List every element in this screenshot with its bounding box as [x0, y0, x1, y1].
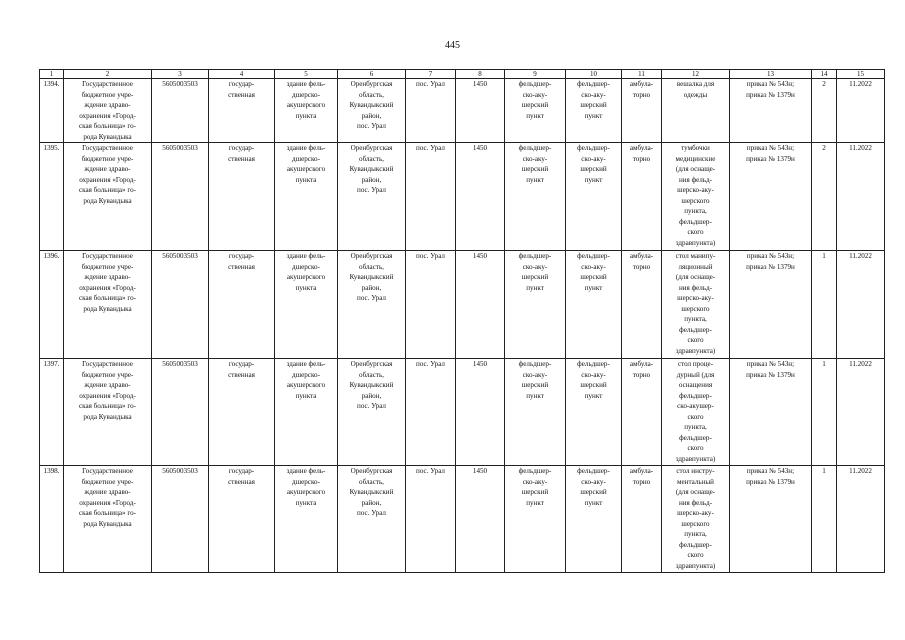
unit-type: фельдшер- ско-аку- шерский пункт — [505, 359, 566, 466]
inn-code: 5605003503 — [152, 251, 209, 359]
column-header: 5 — [275, 70, 338, 79]
date: 11.2022 — [837, 466, 885, 573]
settlement: пос. Урал — [406, 359, 456, 466]
care-mode: амбула- торно — [622, 79, 662, 143]
equipment-name: стол проце- дурный (для оснащения фельдшер- ско-акушер- ского пункта, фельдшер- ского здравпункта) — [662, 359, 730, 466]
organization-name: Государственное бюджетное учре- ждение здраво- охранения «Город- ская больница» го- рода Кувандыка — [64, 143, 152, 251]
quantity: 2 — [812, 143, 837, 251]
table-row — [40, 79, 885, 143]
order-reference: приказ № 543н; приказ № 1379н — [730, 466, 812, 573]
order-reference: приказ № 543н; приказ № 1379н — [730, 143, 812, 251]
date: 11.2022 — [837, 359, 885, 466]
date: 11.2022 — [837, 79, 885, 143]
column-header: 9 — [505, 70, 566, 79]
unit-type-secondary: фельдшер- ско-аку- шерский пункт — [566, 251, 622, 359]
unit-type-secondary: фельдшер- ско-аку- шерский пункт — [566, 143, 622, 251]
table-row — [40, 143, 885, 251]
address: Оренбургская область, Кувандыкский район, пос. Урал — [338, 251, 406, 359]
building-type: здание фель- дшерско- акушерского пункта — [275, 466, 338, 573]
unit-type-secondary: фельдшер- ско-аку- шерский пункт — [566, 79, 622, 143]
page-number: 445 — [445, 40, 460, 51]
equipment-name: стол манипу- ляционный (для оснаще- ния фельд- шерско-аку- шерского пункта, фельдшер- ского здравпункта) — [662, 251, 730, 359]
settlement: пос. Урал — [406, 466, 456, 573]
settlement: пос. Урал — [406, 79, 456, 143]
table-row — [40, 251, 885, 359]
ownership-form: государ- ственная — [209, 143, 275, 251]
unit-type-secondary: фельдшер- ско-аку- шерский пункт — [566, 466, 622, 573]
column-header: 3 — [152, 70, 209, 79]
column-header: 12 — [662, 70, 730, 79]
column-header: 4 — [209, 70, 275, 79]
inn-code: 5605003503 — [152, 359, 209, 466]
numeric-value: 1450 — [456, 143, 505, 251]
quantity: 1 — [812, 466, 837, 573]
column-header: 8 — [456, 70, 505, 79]
numeric-value: 1450 — [456, 79, 505, 143]
column-header: 11 — [622, 70, 662, 79]
column-header: 14 — [812, 70, 837, 79]
row-number: 1397. — [40, 359, 64, 466]
organization-name: Государственное бюджетное учре- ждение здраво- охранения «Город- ская больница» го- рода Кувандыка — [64, 79, 152, 143]
column-header: 1 — [40, 70, 64, 79]
inn-code: 5605003503 — [152, 143, 209, 251]
building-type: здание фель- дшерско- акушерского пункта — [275, 79, 338, 143]
registry-table — [39, 69, 885, 573]
column-header: 10 — [566, 70, 622, 79]
column-header: 15 — [837, 70, 885, 79]
organization-name: Государственное бюджетное учре- ждение здраво- охранения «Город- ская больница» го- рода Кувандыка — [64, 466, 152, 573]
date: 11.2022 — [837, 251, 885, 359]
address: Оренбургская область, Кувандыкский район, пос. Урал — [338, 79, 406, 143]
column-header: 6 — [338, 70, 406, 79]
ownership-form: государ- ственная — [209, 251, 275, 359]
ownership-form: государ- ственная — [209, 79, 275, 143]
numeric-value: 1450 — [456, 466, 505, 573]
unit-type: фельдшер- ско-аку- шерский пункт — [505, 79, 566, 143]
column-header: 2 — [64, 70, 152, 79]
equipment-name: вешалка для одежды — [662, 79, 730, 143]
column-header: 13 — [730, 70, 812, 79]
column-number-row — [40, 70, 885, 79]
inn-code: 5605003503 — [152, 79, 209, 143]
organization-name: Государственное бюджетное учре- ждение здраво- охранения «Город- ская больница» го- рода Кувандыка — [64, 359, 152, 466]
unit-type: фельдшер- ско-аку- шерский пункт — [505, 143, 566, 251]
equipment-name: тумбочки медицинские (для оснаще- ния фельд- шерско-аку- шерского пункта, фельдшер- ского здравпункта) — [662, 143, 730, 251]
address: Оренбургская область, Кувандыкский район, пос. Урал — [338, 359, 406, 466]
unit-type-secondary: фельдшер- ско-аку- шерский пункт — [566, 359, 622, 466]
order-reference: приказ № 543н; приказ № 1379н — [730, 359, 812, 466]
equipment-name: стол инстру- ментальный (для оснаще- ния фельд- шерско-аку- шерского пункта, фельдшер- ского здравпункта) — [662, 466, 730, 573]
inn-code: 5605003503 — [152, 466, 209, 573]
unit-type: фельдшер- ско-аку- шерский пункт — [505, 251, 566, 359]
column-header: 7 — [406, 70, 456, 79]
building-type: здание фель- дшерско- акушерского пункта — [275, 251, 338, 359]
row-number: 1396. — [40, 251, 64, 359]
organization-name: Государственное бюджетное учре- ждение здраво- охранения «Город- ская больница» го- рода Кувандыка — [64, 251, 152, 359]
ownership-form: государ- ственная — [209, 359, 275, 466]
date: 11.2022 — [837, 143, 885, 251]
address: Оренбургская область, Кувандыкский район, пос. Урал — [338, 143, 406, 251]
numeric-value: 1450 — [456, 251, 505, 359]
quantity: 1 — [812, 251, 837, 359]
settlement: пос. Урал — [406, 143, 456, 251]
numeric-value: 1450 — [456, 359, 505, 466]
settlement: пос. Урал — [406, 251, 456, 359]
quantity: 2 — [812, 79, 837, 143]
order-reference: приказ № 543н; приказ № 1379н — [730, 251, 812, 359]
building-type: здание фель- дшерско- акушерского пункта — [275, 359, 338, 466]
table-row — [40, 466, 885, 573]
care-mode: амбула- торно — [622, 359, 662, 466]
row-number: 1395. — [40, 143, 64, 251]
row-number: 1394. — [40, 79, 64, 143]
table-row — [40, 359, 885, 466]
care-mode: амбула- торно — [622, 143, 662, 251]
unit-type: фельдшер- ско-аку- шерский пункт — [505, 466, 566, 573]
ownership-form: государ- ственная — [209, 466, 275, 573]
row-number: 1398. — [40, 466, 64, 573]
care-mode: амбула- торно — [622, 466, 662, 573]
address: Оренбургская область, Кувандыкский район, пос. Урал — [338, 466, 406, 573]
care-mode: амбула- торно — [622, 251, 662, 359]
order-reference: приказ № 543н; приказ № 1379н — [730, 79, 812, 143]
building-type: здание фель- дшерско- акушерского пункта — [275, 143, 338, 251]
quantity: 1 — [812, 359, 837, 466]
